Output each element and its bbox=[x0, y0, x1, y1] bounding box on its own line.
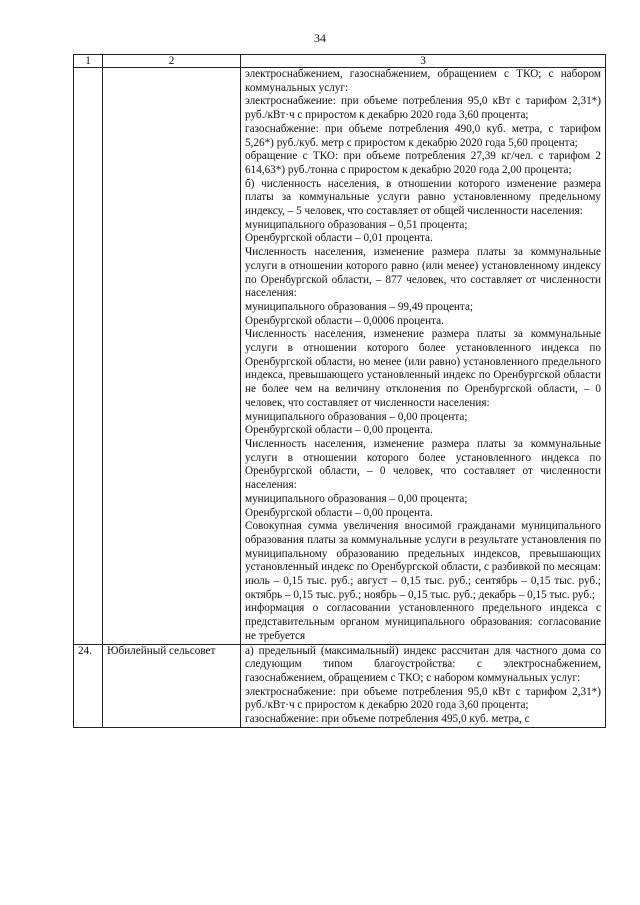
paragraph: Оренбургской области – 0,0006 процента. bbox=[245, 314, 444, 327]
table-row bbox=[74, 644, 606, 727]
paragraph: б) численность населения, в отношении которого изменение размера платы за коммунальные услуги равно установленному предельному индексу, – 5 человек, что составляет от общей численности населения: bbox=[245, 177, 601, 218]
paragraph: электроснабжением, газоснабжением, обращением с ТКО; с набором коммунальных услуг: bbox=[245, 68, 601, 94]
row-number bbox=[74, 68, 103, 645]
paragraph: газоснабжение: при объеме потребления 490,0 куб. метра, с тарифом 5,26*) руб./куб. метр с приростом к декабрю 2020 года 5,60 процента; bbox=[245, 122, 601, 149]
column-header-description: 3 bbox=[241, 55, 606, 68]
municipality-name: Юбилейный сельсовет bbox=[103, 644, 241, 727]
paragraph: Оренбургской области – 0,00 процента. bbox=[245, 424, 433, 437]
paragraph: газоснабжение: при объеме потребления 495,0 куб. метра, с bbox=[245, 713, 530, 726]
paragraph: Оренбургской области – 0,01 процента. bbox=[245, 232, 433, 245]
paragraph: муниципального образования – 0,00 процента; bbox=[245, 410, 468, 423]
paragraph: Оренбургской области – 0,00 процента. bbox=[245, 506, 433, 519]
paragraph: Численность населения, изменение размера платы за коммунальные услуги в отношении которого равно (или менее) установленному индексу по Оренбургской области, – 877 человек, что составляет от численности населения: bbox=[245, 246, 601, 300]
municipality-name bbox=[103, 68, 241, 645]
paragraph: муниципального образования – 99,49 процента; bbox=[245, 300, 474, 313]
paragraph: Численность населения, изменение размера платы за коммунальные услуги в отношении которого более установленного индекса по Оренбургской области, но менее (или равно) установленного предельного индекса, превышающего установленный индекс по Оренбургской области не более чем на величину отклонения по Оренбургской области, – 0 человек, что составляет от численности населения: bbox=[245, 328, 601, 409]
paragraph: Совокупная сумма увеличения вносимой гражданами муниципального образования платы за коммунальные услуги в результате установления по муниципальному образованию предельных индексов, превышающих установленный индекс по Оренбургской области, с разбивкой по месяцам: июль – 0,15 тыс. руб.; август – 0,15 тыс. руб.; сентябрь – 0,15 тыс. руб.; октябрь – 0,15 тыс. руб.; ноябрь – 0,15 тыс. руб.; декабрь – 0,15 тыс. руб.; bbox=[245, 520, 601, 601]
table-header-row bbox=[74, 55, 606, 68]
column-header-number: 1 bbox=[74, 55, 103, 68]
paragraph: электроснабжение: при объеме потребления 95,0 кВт с тарифом 2,31*) руб./кВт·ч с приростом к декабрю 2020 года 3,60 процента; bbox=[245, 95, 601, 122]
row-number: 24. bbox=[74, 644, 103, 727]
page-number: 34 bbox=[314, 31, 326, 45]
paragraph: информация о согласовании установленного предельного индекса с представительным органом муниципального образования: согласование не требуется bbox=[245, 602, 601, 642]
paragraph: муниципального образования – 0,51 процента; bbox=[245, 218, 468, 231]
paragraph: а) предельный (максимальный) индекс рассчитан для частного дома со следующим типом благоустройства: с электроснабжением, газоснабжением, обращением с ТКО; с набором коммунальных услуг: bbox=[245, 644, 601, 684]
paragraph: Численность населения, изменение размера платы за коммунальные услуги в отношении которого более установленного индекса по Оренбургской области, – 0 человек, что составляет от численности населения: bbox=[245, 437, 601, 492]
row-description bbox=[241, 68, 606, 645]
municipal-index-table bbox=[73, 54, 606, 728]
paragraph: муниципального образования – 0,00 процента; bbox=[245, 492, 468, 505]
paragraph: электроснабжение: при объеме потребления 95,0 кВт с тарифом 2,31*) руб./кВт·ч с приростом к декабрю 2020 года 3,60 процента; bbox=[245, 685, 601, 712]
column-header-municipality: 2 bbox=[103, 55, 241, 68]
table-row bbox=[74, 68, 606, 645]
row-description bbox=[241, 644, 606, 727]
paragraph: обращение с ТКО: при объеме потребления 27,39 кг/чел. с тарифом 2 614,63*) руб./тонна с приростом к декабрю 2020 года 2,00 процента; bbox=[245, 150, 601, 176]
